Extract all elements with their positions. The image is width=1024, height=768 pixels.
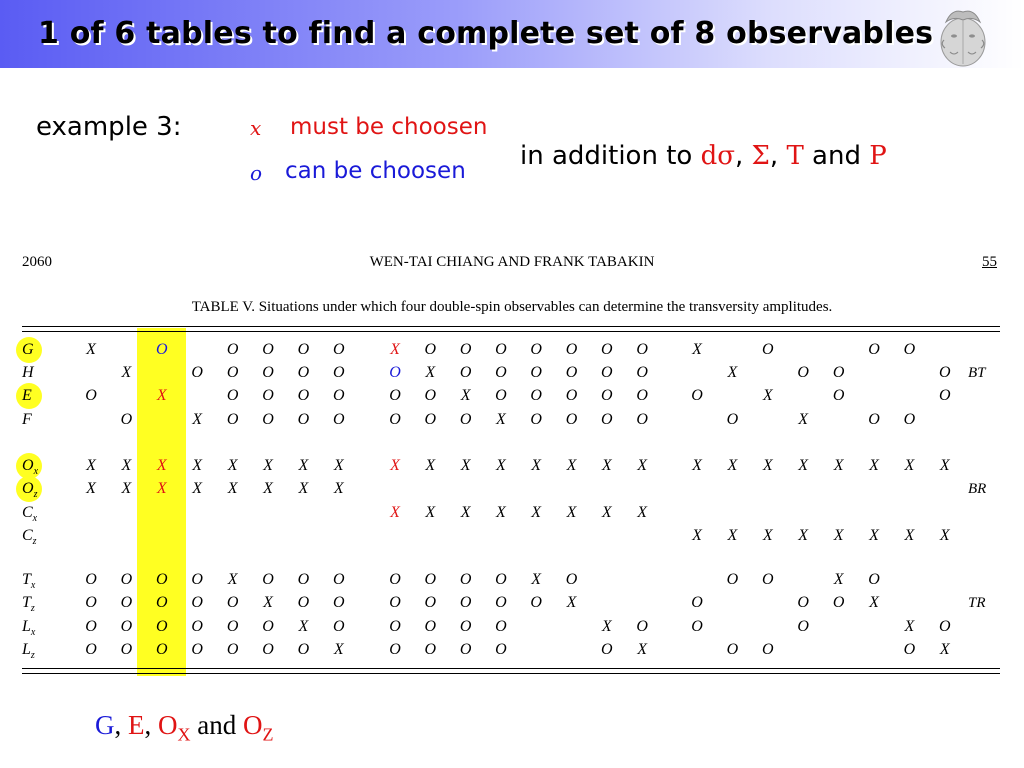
table-cell: X	[298, 480, 309, 498]
table-cell: O	[191, 364, 203, 382]
table-cell: O	[424, 571, 437, 588]
table-cell: X	[727, 526, 738, 544]
table-cell: O	[424, 640, 437, 658]
example-label: example 3:	[36, 112, 182, 142]
table-cell: O	[333, 594, 345, 612]
addition-comma: ,	[734, 141, 752, 171]
table-cell: O	[226, 410, 239, 428]
summary-e: E	[128, 710, 145, 740]
table-cell: X	[121, 457, 132, 474]
table-cell: O	[495, 594, 507, 612]
table-cell: X	[762, 526, 773, 544]
table-cell: X	[390, 457, 400, 474]
table-cell: X	[798, 526, 809, 544]
janus-head-icon	[932, 4, 994, 70]
can-label: can be choosen	[285, 158, 466, 184]
table-cell: O	[389, 387, 401, 405]
table-cell: X	[86, 480, 96, 498]
table-cell: O	[868, 571, 880, 588]
table-cell: O	[903, 640, 916, 658]
table-cell: O	[459, 410, 472, 428]
slide-title: 1 of 6 tables to find a complete set of 8 observables	[38, 16, 934, 51]
table-cell: O	[424, 410, 437, 428]
table-cell: O	[636, 410, 648, 428]
must-symbol: x	[250, 116, 262, 140]
table-cell: O	[226, 387, 239, 405]
table-cell: X	[692, 526, 702, 544]
table-cell: X	[390, 341, 400, 358]
table-cell: O	[601, 341, 613, 358]
table-cell: O	[691, 617, 703, 635]
table-cell: O	[424, 594, 437, 612]
table-cell: O	[903, 341, 916, 358]
table-cell: O	[495, 341, 507, 358]
table-top-rule	[22, 331, 1000, 332]
table-cell: O	[191, 640, 203, 658]
table-cell: X	[904, 526, 915, 544]
table-cell: O	[601, 640, 613, 658]
table-cell: O	[191, 617, 203, 635]
table-cell: O	[691, 387, 703, 405]
table-cell: O	[691, 594, 703, 612]
table-cell: O	[939, 364, 951, 382]
can-symbol: o	[250, 161, 263, 185]
table-cell: O	[530, 594, 542, 612]
table-cell: O	[424, 617, 437, 635]
table-cell: X	[904, 617, 915, 635]
table-cell: X	[869, 457, 879, 474]
row-label: $C_z$	[22, 526, 37, 548]
table-cell: O	[565, 571, 578, 588]
table-cell: O	[120, 571, 133, 588]
table-cell: X	[531, 457, 542, 474]
summary-ox: $O_X$	[158, 710, 191, 745]
table-cell: X	[939, 526, 950, 544]
table-cell: O	[797, 364, 809, 382]
row-label: $O_x$	[22, 457, 39, 478]
table-top-rule	[22, 326, 1000, 327]
table-cell: O	[262, 571, 274, 588]
table-cell: X	[833, 457, 844, 474]
summary-oz: $O_Z$	[242, 710, 274, 745]
table-cell: O	[797, 617, 809, 635]
table-cell: X	[156, 480, 167, 498]
addition-prefix: in addition to	[520, 141, 693, 171]
table-cell: O	[85, 594, 97, 612]
table-cell: X	[833, 571, 844, 588]
table-cell: O	[389, 410, 401, 428]
table-cell: X	[869, 594, 879, 612]
table-cell: X	[227, 480, 238, 498]
table-cell: X	[601, 617, 612, 635]
table-cell: X	[566, 503, 577, 521]
table-cell: O	[530, 410, 542, 428]
table-cell: O	[726, 410, 739, 428]
table-cell: O	[459, 571, 472, 588]
row-label: F	[22, 410, 32, 428]
table-cell: O	[636, 364, 648, 382]
table-cell: O	[191, 594, 203, 612]
table-cell: O	[495, 571, 507, 588]
table-cell: X	[86, 341, 96, 358]
table-cell: X	[762, 457, 773, 474]
table-cell: O	[424, 387, 437, 405]
table-cell: O	[832, 594, 845, 612]
table-cell: O	[85, 617, 97, 635]
table-cell: X	[425, 457, 436, 474]
table-cell: X	[227, 571, 238, 588]
table-cell: O	[495, 617, 507, 635]
table-cell: O	[762, 341, 774, 358]
table-cell: O	[333, 571, 345, 588]
table-cell: O	[762, 571, 774, 588]
table-cell: X	[637, 640, 647, 658]
volume-number: 55	[982, 254, 997, 270]
table-cell: X	[566, 594, 577, 612]
row-label: E	[22, 387, 32, 405]
row-group-marker: BT	[968, 365, 986, 382]
table-cell: X	[298, 457, 309, 474]
table-cell: X	[727, 364, 738, 382]
table-cell: X	[496, 503, 506, 521]
addition-and: and	[812, 141, 861, 171]
summary-g: G	[95, 710, 115, 740]
table-cell: O	[156, 640, 168, 658]
table-cell: O	[424, 341, 437, 358]
row-label: $T_z$	[22, 594, 35, 615]
must-label: must be choosen	[290, 114, 488, 140]
table-cell: O	[939, 387, 951, 405]
table-cell: O	[832, 364, 845, 382]
table-cell: X	[333, 457, 344, 474]
table-cell: X	[566, 457, 577, 474]
table-cell: O	[601, 410, 613, 428]
row-label: $O_z$	[22, 480, 38, 501]
table-cell: O	[530, 341, 542, 358]
table-cell: O	[297, 640, 310, 658]
table-cell: O	[495, 364, 507, 382]
table-cell: O	[459, 341, 472, 358]
table-cell: X	[833, 526, 844, 544]
table-cell: O	[297, 341, 310, 358]
table-cell: O	[601, 364, 613, 382]
row-label: H	[22, 364, 34, 382]
table-cell: X	[531, 571, 542, 588]
table-cell: O	[333, 364, 345, 382]
table-cell: O	[601, 387, 613, 405]
table-cell: O	[389, 640, 401, 658]
summary-line	[95, 710, 273, 745]
table-cell: O	[530, 387, 542, 405]
table-cell: O	[156, 571, 168, 588]
table-cell: O	[389, 364, 401, 382]
table-cell: O	[530, 364, 542, 382]
table-cell: X	[496, 457, 506, 474]
table-bottom-rule	[22, 673, 1000, 674]
table-cell: X	[192, 410, 203, 428]
table-cell: O	[389, 617, 401, 635]
table-cell: X	[939, 640, 950, 658]
table-cell: O	[297, 387, 310, 405]
table-cell: O	[565, 364, 578, 382]
table-cell: O	[903, 410, 916, 428]
table-cell: X	[460, 387, 471, 405]
addition-term-p: P	[869, 141, 887, 171]
table-cell: X	[798, 410, 809, 428]
table-cell: X	[263, 457, 273, 474]
table-cell: X	[156, 387, 167, 405]
table-cell: X	[333, 480, 344, 498]
table-cell: O	[297, 571, 310, 588]
addition-term-sigma: Σ	[751, 141, 770, 171]
table-cell: X	[333, 640, 344, 658]
table-cell: X	[263, 594, 273, 612]
table-cell: O	[226, 341, 239, 358]
row-label: G	[22, 341, 34, 358]
table-cell: O	[333, 341, 345, 358]
row-label: $C_x$	[22, 503, 38, 524]
table-cell: O	[85, 571, 97, 588]
row-label: $T_x$	[22, 571, 36, 592]
table-cell: O	[762, 640, 774, 658]
table-cell: X	[601, 457, 612, 474]
table-cell: X	[425, 364, 436, 382]
table-cell: O	[262, 387, 274, 405]
table-cell: X	[904, 457, 915, 474]
table-cell: O	[565, 387, 578, 405]
table-cell: X	[121, 364, 132, 382]
table-cell: O	[120, 640, 133, 658]
summary-comma: ,	[144, 710, 152, 740]
table-cell: O	[297, 594, 310, 612]
table-cell: X	[637, 457, 647, 474]
table-cell: O	[868, 341, 880, 358]
table-cell: X	[192, 480, 203, 498]
table-caption: TABLE V. Situations under which four double-spin observables can determine the transversity amplitudes.	[191, 299, 833, 315]
table-cell: X	[263, 480, 273, 498]
paper-authors: WEN-TAI CHIANG AND FRANK TABAKIN	[369, 254, 655, 270]
table-cell: O	[333, 410, 345, 428]
table-cell: X	[762, 387, 773, 405]
table-cell: X	[692, 341, 702, 358]
table-cell: X	[298, 617, 309, 635]
table-cell: X	[798, 457, 809, 474]
table-cell: O	[565, 410, 578, 428]
table-cell: O	[262, 341, 274, 358]
table-cell: X	[425, 503, 436, 521]
table-cell: O	[85, 640, 97, 658]
table-cell: O	[262, 410, 274, 428]
table-cell: O	[226, 364, 239, 382]
table-cell: O	[191, 571, 203, 588]
table-cell: X	[121, 480, 132, 498]
table-cell: O	[333, 617, 345, 635]
table-cell: O	[156, 341, 168, 358]
table-cell: O	[636, 341, 648, 358]
table-cell: O	[297, 364, 310, 382]
table-cell: O	[868, 410, 880, 428]
table-cell: O	[226, 594, 239, 612]
table-cell: O	[565, 341, 578, 358]
table-cell: X	[869, 526, 879, 544]
table-cell: O	[120, 594, 133, 612]
table-cell: O	[262, 640, 274, 658]
table-cell: O	[226, 640, 239, 658]
summary-and: and	[197, 710, 237, 740]
table-cell: X	[496, 410, 506, 428]
table-cell: X	[156, 457, 167, 474]
table-cell: O	[939, 617, 951, 635]
summary-comma: ,	[114, 710, 122, 740]
table-cell: O	[85, 387, 97, 405]
table-cell: O	[297, 410, 310, 428]
table-cell: O	[832, 387, 845, 405]
table-cell: O	[389, 594, 401, 612]
table-cell: X	[531, 503, 542, 521]
table-cell: O	[333, 387, 345, 405]
table-cell: X	[637, 503, 647, 521]
table-cell: O	[726, 571, 739, 588]
row-label: $L_x$	[22, 617, 36, 638]
table-cell: O	[262, 364, 274, 382]
table-cell: O	[459, 640, 472, 658]
table-cell: O	[636, 387, 648, 405]
table-cell: X	[86, 457, 96, 474]
table-cell: O	[797, 594, 809, 612]
table-cell: O	[120, 410, 133, 428]
table-cell: O	[226, 617, 239, 635]
row-group-marker: TR	[968, 595, 986, 612]
addition-term-dsigma: dσ	[700, 141, 735, 171]
table-cell: O	[495, 640, 507, 658]
addition-text	[520, 141, 887, 171]
table-cell: O	[726, 640, 739, 658]
page-number: 2060	[22, 254, 52, 270]
table-cell: X	[727, 457, 738, 474]
table-bottom-rule	[22, 668, 1000, 669]
table-cell: X	[227, 457, 238, 474]
row-label: $L_z$	[22, 640, 35, 662]
table-cell: O	[636, 617, 648, 635]
addition-term-t: T	[786, 141, 804, 171]
table-cell: O	[389, 571, 401, 588]
table-cell: X	[939, 457, 950, 474]
table-cell: O	[459, 364, 472, 382]
table-cell: O	[120, 617, 133, 635]
table-cell: X	[192, 457, 203, 474]
table-cell: X	[460, 457, 471, 474]
row-group-marker: BR	[968, 481, 987, 498]
addition-comma: ,	[769, 141, 787, 171]
table-cell: X	[601, 503, 612, 521]
table-cell: O	[156, 617, 168, 635]
table-cell: O	[459, 594, 472, 612]
table-cell: O	[156, 594, 168, 612]
table-cell: O	[459, 617, 472, 635]
table-cell: X	[460, 503, 471, 521]
table-cell: O	[495, 387, 507, 405]
table-cell: X	[390, 503, 400, 521]
table-cell: O	[262, 617, 274, 635]
table-cell: X	[692, 457, 702, 474]
